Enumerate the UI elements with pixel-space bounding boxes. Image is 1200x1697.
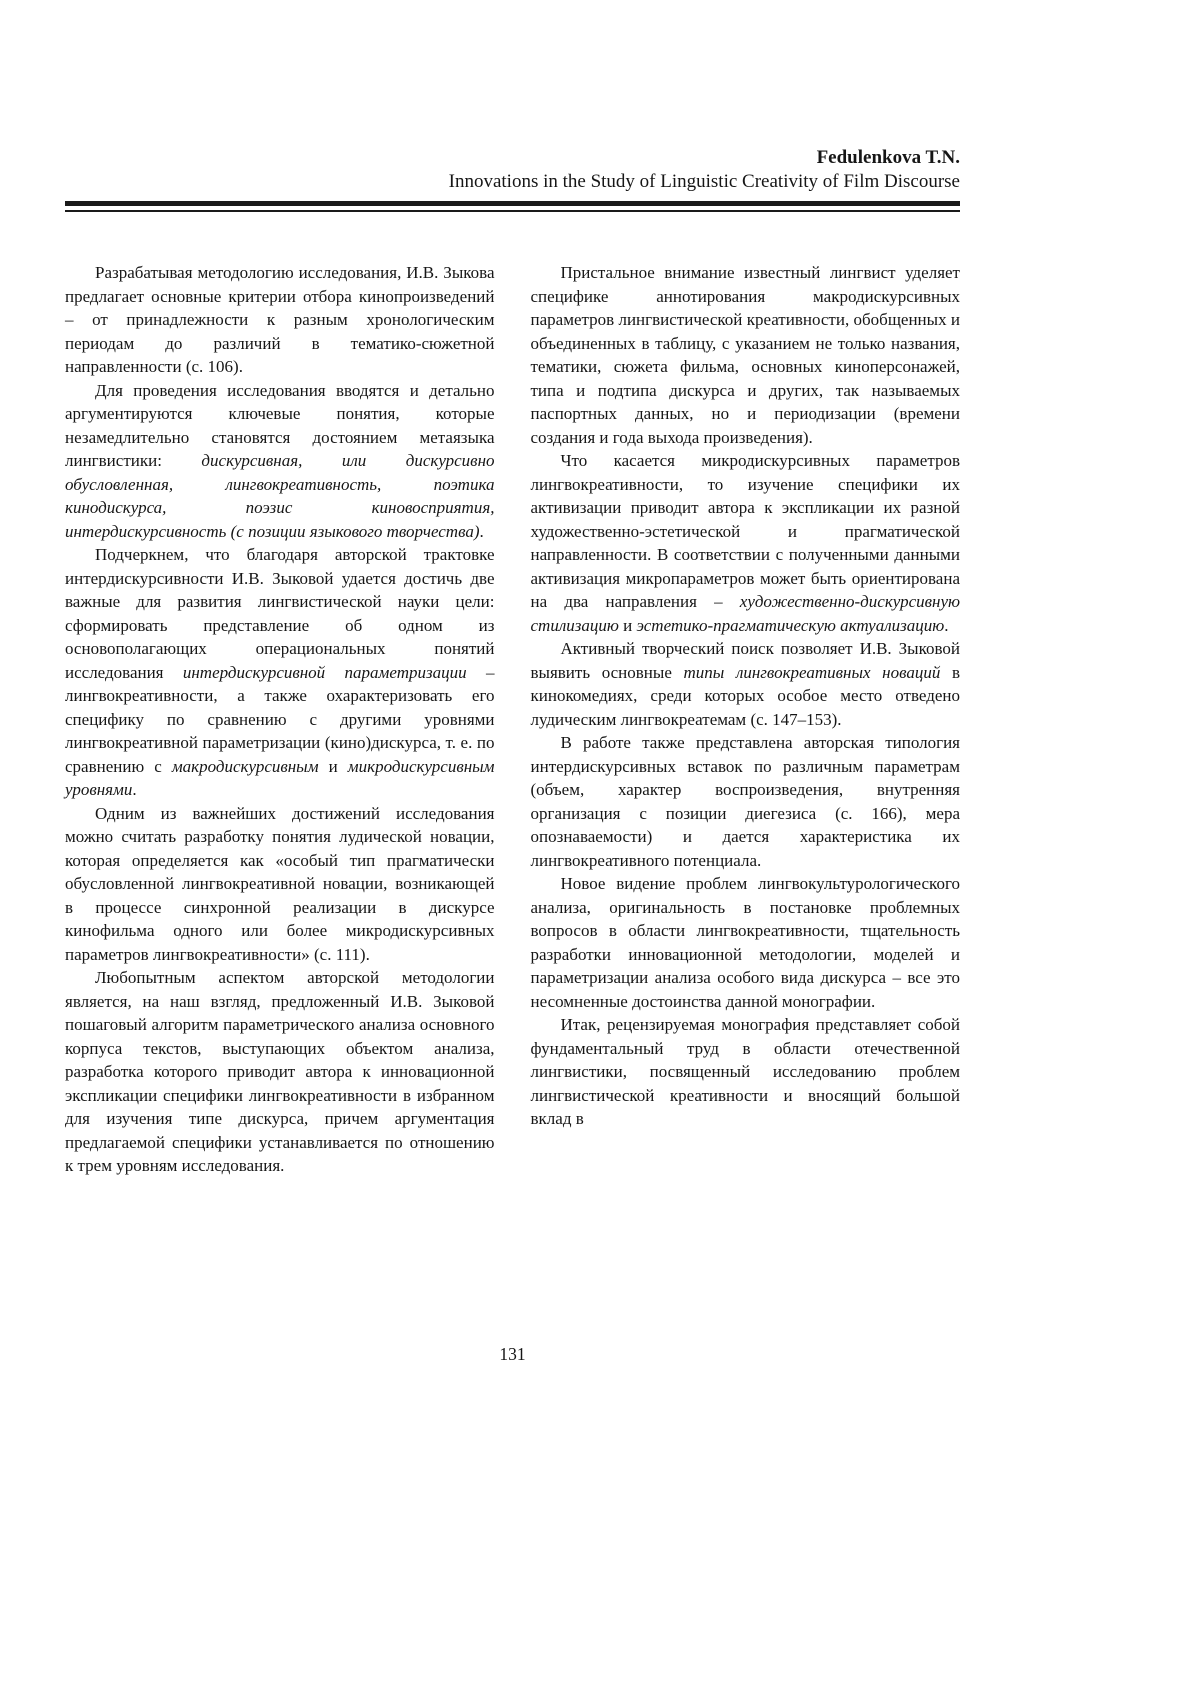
text-run: и (618, 615, 637, 635)
text-run: . (944, 615, 949, 635)
italic-term: эстетико-прагматическую актуализацию (636, 615, 945, 635)
text-run: Что касается микродискурсивных параметров лингвокреативности, то изучение специфики их активизации приводит автора к экспликации их разной художественно-эстетической и прагматической направленности. В соответствии с полученными данными активизация микропараметров может быть ориентирована на два направления – (530, 451, 960, 611)
paragraph (531, 1013, 961, 1131)
text-run: . (132, 780, 137, 799)
running-header (65, 146, 960, 194)
text-run: Одним из важнейших достижений исследования можно считать разработку понятия лудической новации, которая определяется как «особый тип прагматически обусловленной лингвокреативной новации, возникающей в процессе синхронной реализации в дискурсе кинофильма одного или более микродискурсивных параметров лингвокреативности» (с. 111). (65, 803, 495, 964)
italic-term: дискурсивная, или дискурсивно обусловленная, лингвокреативность, поэтика кинодискурса, поэзис киновосприятия, интердискурсивность (с позиции языкового творчества) (65, 451, 495, 541)
paragraph (65, 966, 495, 1178)
italic-term: макродискурсивным (171, 756, 319, 776)
italic-term: интердискурсивной параметризации (182, 662, 467, 682)
paragraph (65, 261, 495, 379)
paragraph (531, 637, 961, 731)
italic-term: микродискурсивным уровнями (65, 756, 495, 799)
page-number: 131 (499, 1344, 526, 1364)
text-run: в кинокомедиях, среди которых особое место отведено лудическим лингвокреатемам (с. 147–153). (530, 662, 961, 729)
paragraph (531, 872, 961, 1013)
italic-term: типы лингвокреативных новаций (683, 662, 941, 682)
text-run: и (318, 756, 348, 776)
header-divider-rule (65, 201, 960, 212)
text-run: Разрабатывая методологию исследования, И.В. Зыкова предлагает основные критерии отбора кинопроизведений – от принадлежности к разным хронологическим периодам до различий в тематико-сюжетной направленности (с. 106). (65, 263, 495, 376)
text-run: Для проведения исследования вводятся и детально аргументируются ключевые понятия, которые незамедлительно становятся достоянием метаязыка лингвистики: (65, 380, 495, 470)
paragraph (65, 543, 495, 802)
header-title: Innovations in the Study of Linguistic Creativity of Film Discourse (448, 171, 960, 192)
body-columns (65, 261, 960, 1178)
right-column (531, 261, 961, 1178)
content-block (65, 146, 960, 1178)
text-run: Итак, рецензируемая монография представляет собой фундаментальный труд в области отечественной лингвистики, посвященный исследованию проблем лингвистической креативности и вносящий большой вклад в (530, 1015, 960, 1128)
header-author: Fedulenkova T.N. (816, 147, 960, 168)
italic-term: художественно-дискурсивную стилизацию (530, 592, 960, 635)
text-run: Любопытным аспектом авторской методологии является, на наш взгляд, предложенный И.В. Зыковой пошаговый алгоритм параметрического анализа основного корпуса текстов, выступающих объектом анализа, разработка которого приводит автора к инновационной экспликации специфики лингвокреативности в избранном для изучения типе дискурса, причем аргументация предлагаемой специфики устанавливается по отношению к трем уровням исследования. (65, 968, 495, 1175)
paragraph (531, 261, 961, 449)
paragraph (65, 379, 495, 544)
text-run: . (479, 521, 484, 541)
text-run: Пристальное внимание известный лингвист уделяет специфике аннотирования макродискурсивных параметров лингвистической креативности, обобщенных и объединенных в таблицу, с указанием не только названия, тематики, сюжета фильма, основных киноперсонажей, типа и подтипа дискурса и других, так называемых паспортных данных, но и периодизации (времени создания и года выхода произведения). (530, 263, 960, 447)
paragraph (531, 449, 961, 637)
paragraph (65, 802, 495, 967)
text-run: Новое видение проблем лингвокультурологического анализа, оригинальность в постановке проблемных вопросов в области лингвокреативности, тщательность разработки инновационной методологии, моделей и параметризации анализа особого вида дискурса – все это несомненные достоинства данной монографии. (530, 874, 960, 1011)
text-run: Подчеркнем, что благодаря авторской трактовке интердискурсивности И.В. Зыковой удается достичь две важные для развития лингвистической науки цели: сформировать представление об одном из основополагающих операциональных понятий исследования (65, 545, 495, 682)
left-column (65, 261, 495, 1178)
text-run: – лингвокреативности, а также охарактеризовать его специфику по сравнению с другими уровнями лингвокреативной параметризации (кино)дискурса, т. е. по сравнению с (65, 662, 495, 776)
text-run: Активный творческий поиск позволяет И.В. Зыковой выявить основные (530, 639, 960, 682)
paragraph (531, 731, 961, 872)
text-run: В работе также представлена авторская типология интердискурсивных вставок по различным параметрам (объем, характер воспроизведения, внутренняя организация с позиции диегезиса (с. 166), мера опознаваемости) и дается характеристика их лингвокреативного потенциала. (530, 733, 960, 870)
